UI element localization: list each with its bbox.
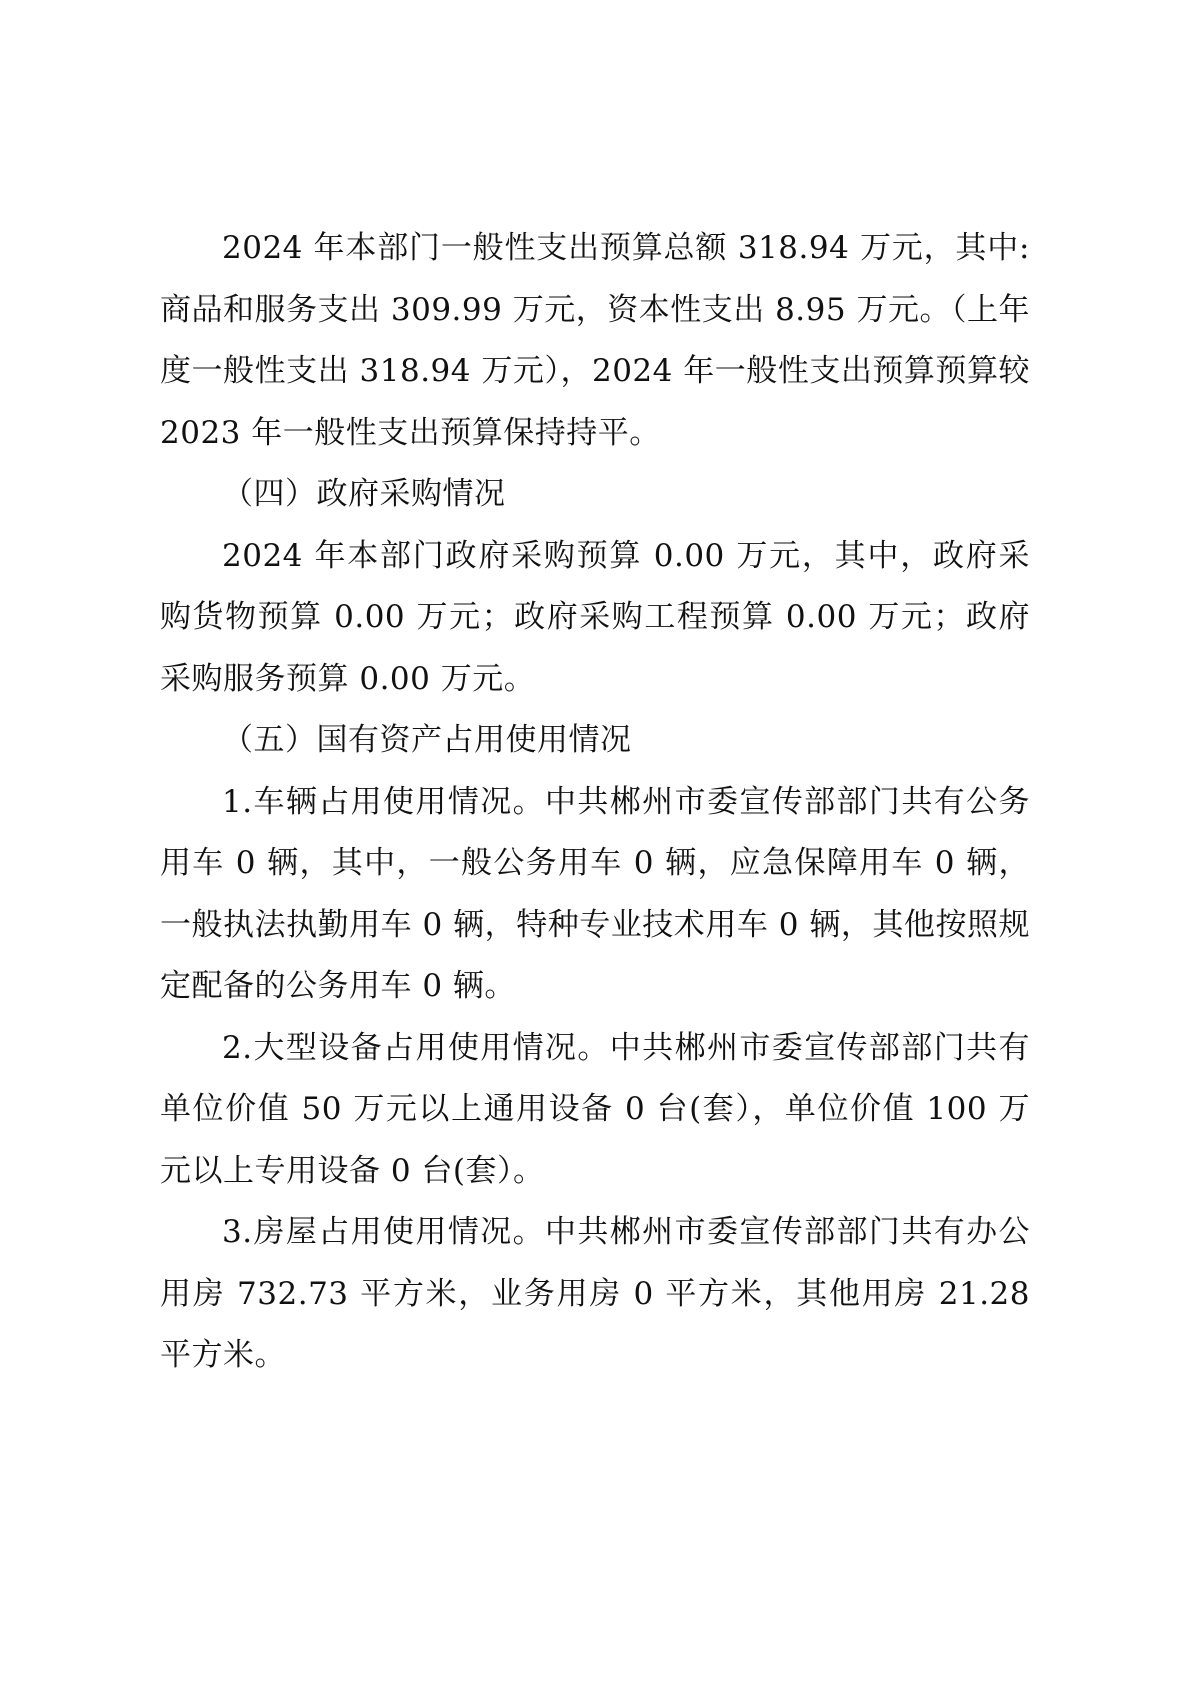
- paragraph-buildings: 3.房屋占用使用情况。中共郴州市委宣传部部门共有办公用房 732.73 平方米，业务用房 0 平方米，其他用房 21.28 平方米。: [160, 1214, 1030, 1373]
- paragraph-general-expenditure: 2024 年本部门一般性支出预算总额 318.94 万元，其中: 商品和服务支出 309.99 万元，资本性支出 8.95 万元。（上年度一般性支出 318.94 万元），2024 年一般性支出预算预算较 2023 年一般性支出预算保持持平。: [160, 230, 1030, 451]
- paragraph-government-procurement: 2024 年本部门政府采购预算 0.00 万元，其中，政府采购货物预算 0.00 万元；政府采购工程预算 0.00 万元；政府采购服务预算 0.00 万元。: [160, 537, 1030, 697]
- paragraph-large-equipment: 2.大型设备占用使用情况。中共郴州市委宣传部部门共有单位价值 50 万元以上通用设备 0 台(套），单位价值 100 万元以上专用设备 0 台(套）。: [160, 1029, 1030, 1189]
- paragraph-vehicles: 1.车辆占用使用情况。中共郴州市委宣传部部门共有公务用车 0 辆，其中，一般公务用车 0 辆，应急保障用车 0 辆，一般执法执勤用车 0 辆，特种专业技术用车 0 辆，其他按照规定配备的公务用车 0 辆。: [160, 783, 1030, 1004]
- section-heading-government-procurement: （四）政府采购情况: [222, 476, 506, 512]
- section-heading-state-assets: （五）国有资产占用使用情况: [222, 722, 632, 758]
- document-body: [160, 218, 1030, 1387]
